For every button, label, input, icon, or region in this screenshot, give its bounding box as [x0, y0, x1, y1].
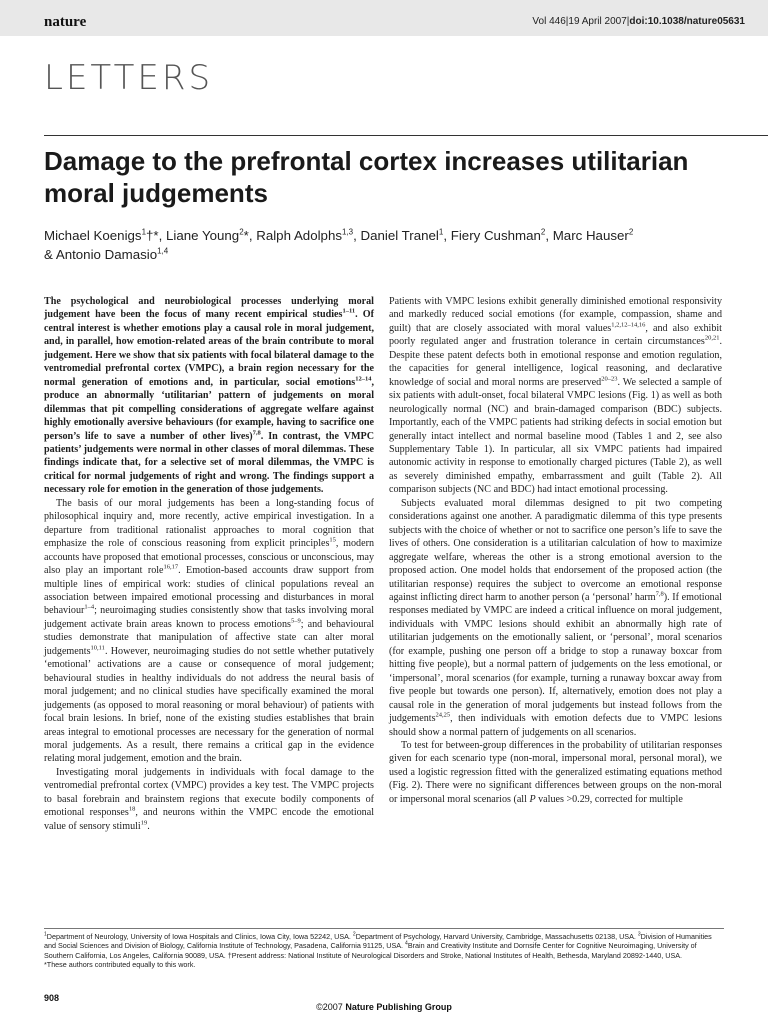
footnote-divider	[44, 928, 724, 929]
body-paragraph: To test for between-group differences in the probability of utilitarian responses given for each scenario type (non-moral, impersonal moral, personal moral), we used a logistic regression fitted with the generalized estimating equations method (Fig. 2). There were no significant differences between groups on the non-moral or impersonal moral scenarios (all P values >0.29, corrected for multiple	[389, 739, 722, 805]
author-list: Michael Koenigs$^1$†*, Liane Young$^2$*, Ralph Adolphs$^{1,3}$, Daniel Tranel$^1$, Fiery Cushman$^2$, Marc Hauser$^2$ & Antonio Damasio$^{1,4}$	[44, 227, 634, 262]
publisher: Nature Publishing Group	[345, 1002, 452, 1012]
journal-name: nature	[44, 14, 87, 30]
volume-date: Vol 446|19 April 2007|	[532, 16, 630, 27]
body-paragraph: The basis of our moral judgements has been a long-standing focus of philosophical inquiry and, more recently, active empirical investigation. In a departure from traditional rationalist approaches to moral cognition that emphasize the role of conscious reasoning from explicit principles$^{15}$, modern accounts have proposed that emotional processes, conscious or unconscious, may also play an important role$^{16,17}$. Emotion-based accounts draw support from multiple lines of empirical work: studies of clinical populations reveal an association between impaired emotional processing and disturbances in moral behaviour$^{1-4}$; neuroimaging studies consistently show that tasks involving moral judgement activate brain areas known to process emotions$^{5-9}$; and behavioural studies demonstrate that manipulation of affective state can alter moral judgements$^{10,11}$. However, neuroimaging studies do not settle whether putatively ‘emotional’ activations are a cause or consequence of moral judgement; behavioural studies in healthy individuals do not address the neural basis of moral judgement; and no clinical studies have specifically examined the moral judgements (as opposed to moral reasoning or moral behaviour) of patients with focal brain lesions. In brief, none of the existing studies establishes that brain areas integral to emotional processes are necessary for the generation of normal moral judgements. As a result, there remains a critical gap in the evidence relating moral judgement, emotion and the brain.	[44, 497, 374, 765]
article-title: Damage to the prefrontal cortex increases utilitarian moral judgements	[44, 146, 689, 208]
section-label: LETTERS	[44, 58, 214, 98]
body-paragraph: Investigating moral judgements in individuals with focal damage to the ventromedial prefrontal cortex (VMPC) provides a key test. The VMPC projects to basal forebrain and brainstem regions that execute bodily components of emotional responses$^{18}$, and neurons within the VMPC encode the emotional value of sensory stimuli$^{19}$.	[44, 766, 375, 832]
affiliations: $^1$Department of Neurology, University of Iowa Hospitals and Clinics, Iowa City, Iowa 52242, USA. $^2$Department of Psychology, Harvard University, Cambridge, Massachusetts 02138, USA. $^3$Division of Humanities and Social Sciences and Division of Biology, California Institute of Technology, Pasadena, California 91125, USA. $^4$Brain and Creativity Institute and Dornsife Center for Cognitive Neuroimaging, University of Southern California, Los Angeles, California 90089, USA. †Present address: National Institute of Neurological Disorders and Stroke, National Institutes of Health, Bethesda, Maryland 20892-1440, USA.	[44, 931, 712, 960]
footnotes	[44, 932, 724, 970]
title-divider	[44, 135, 768, 136]
copyright-year: ©2007	[316, 1002, 343, 1012]
abstract: The psychological and neurobiological processes underlying moral judgement have been the focus of many recent empirical studies$^{1-11}$. Of central interest is whether emotions play a causal role in moral judgement, and, in parallel, how emotion-related areas of the brain contribute to moral judgement. Here we show that six patients with focal bilateral damage to the ventromedial prefrontal cortex (VMPC), a brain region necessary for the normal generation of emotions and, in particular, social emotions$^{12-14}$, produce an abnormally ‘utilitarian’ pattern of judgements on moral dilemmas that pit compelling considerations of aggregate welfare against highly emotionally aversive behaviours (for example, having to sacrifice one person’s life to save a number of other lives)$^{7,8}$. In contrast, the VMPC patients’ judgements were normal in other classes of moral dilemmas. These findings indicate that, for a selective set of moral dilemmas, the VMPC is critical for normal judgements of right and wrong. The findings support a necessary role for emotion in the generation of those judgements.	[44, 296, 374, 496]
journal-header-bar	[0, 0, 768, 36]
issue-info	[532, 16, 745, 27]
right-column	[389, 295, 722, 806]
body-paragraph: Patients with VMPC lesions exhibit generally diminished emotional responsivity and markedly reduced social emotions (for example, compassion, shame and guilt) that are closely associated with moral values$^{1,2,12-14,16}$, and also exhibit poorly regulated anger and frustration tolerance in certain circumstances$^{20,21}$. Despite these patent defects both in emotional response and emotion regulation, the capacities for general intelligence, logical reasoning, and declarative knowledge of social and moral norms are preserved$^{20-23}$. We selected a sample of six patients with adult-onset, focal bilateral VMPC lesions (Fig. 1) as well as both neurologically normal (NC) and brain-damaged comparison (BDC) subjects. Importantly, each of the VMPC patients had striking defects in social emotion but generally intact intellect and normal baseline mood (Tables 1 and 2, see also Supplementary Table 1). In particular, all six VMPC patients had impaired autonomic activity in response to emotionally charged pictures (Table 2), as well as severely diminished empathy, embarrassment and guilt (Table 2). All comparison subjects (NC and BDC) had intact emotional processing.	[389, 296, 723, 496]
equal-contribution-note: *These authors contributed equally to this work.	[44, 960, 196, 970]
body-paragraph: Subjects evaluated moral dilemmas designed to pit two competing considerations against one another. A paradigmatic dilemma of this type presents subjects with the choice of whether or not to sacrifice one person’s life to save the lives of others. One consideration is a utilitarian calculation of how to maximize aggregate welfare, whereas the other is a strong emotional aversion to the proposed action. One model holds that endorsement of the proposed action (the utilitarian response) requires the subject to overcome an emotional response against inflicting direct harm to another person (a ‘personal’ harm$^{7,8}$). If emotional responses mediated by VMPC are indeed a critical influence on moral judgement, individuals with VMPC lesions should exhibit an abnormally high rate of utilitarian judgements on the emotionally salient, or ‘personal’, moral scenarios (for example, pushing one person off a bridge to stop a runaway boxcar from hitting five people), but a normal pattern of judgements on the less emotional, or ‘impersonal’, moral scenarios (for example, turning a runaway boxcar away from five people but towards one person). If, alternatively, emotion does not play a causal role in the generation of moral judgements but instead follows from the judgements$^{24,25}$, then individuals with emotion defects due to VMPC lesions should show a normal pattern of judgements on all scenarios.	[389, 497, 722, 738]
left-column	[44, 295, 374, 833]
copyright-line	[0, 1002, 768, 1012]
page-number: 908	[44, 993, 60, 1003]
doi: doi:10.1038/nature05631	[629, 16, 745, 27]
